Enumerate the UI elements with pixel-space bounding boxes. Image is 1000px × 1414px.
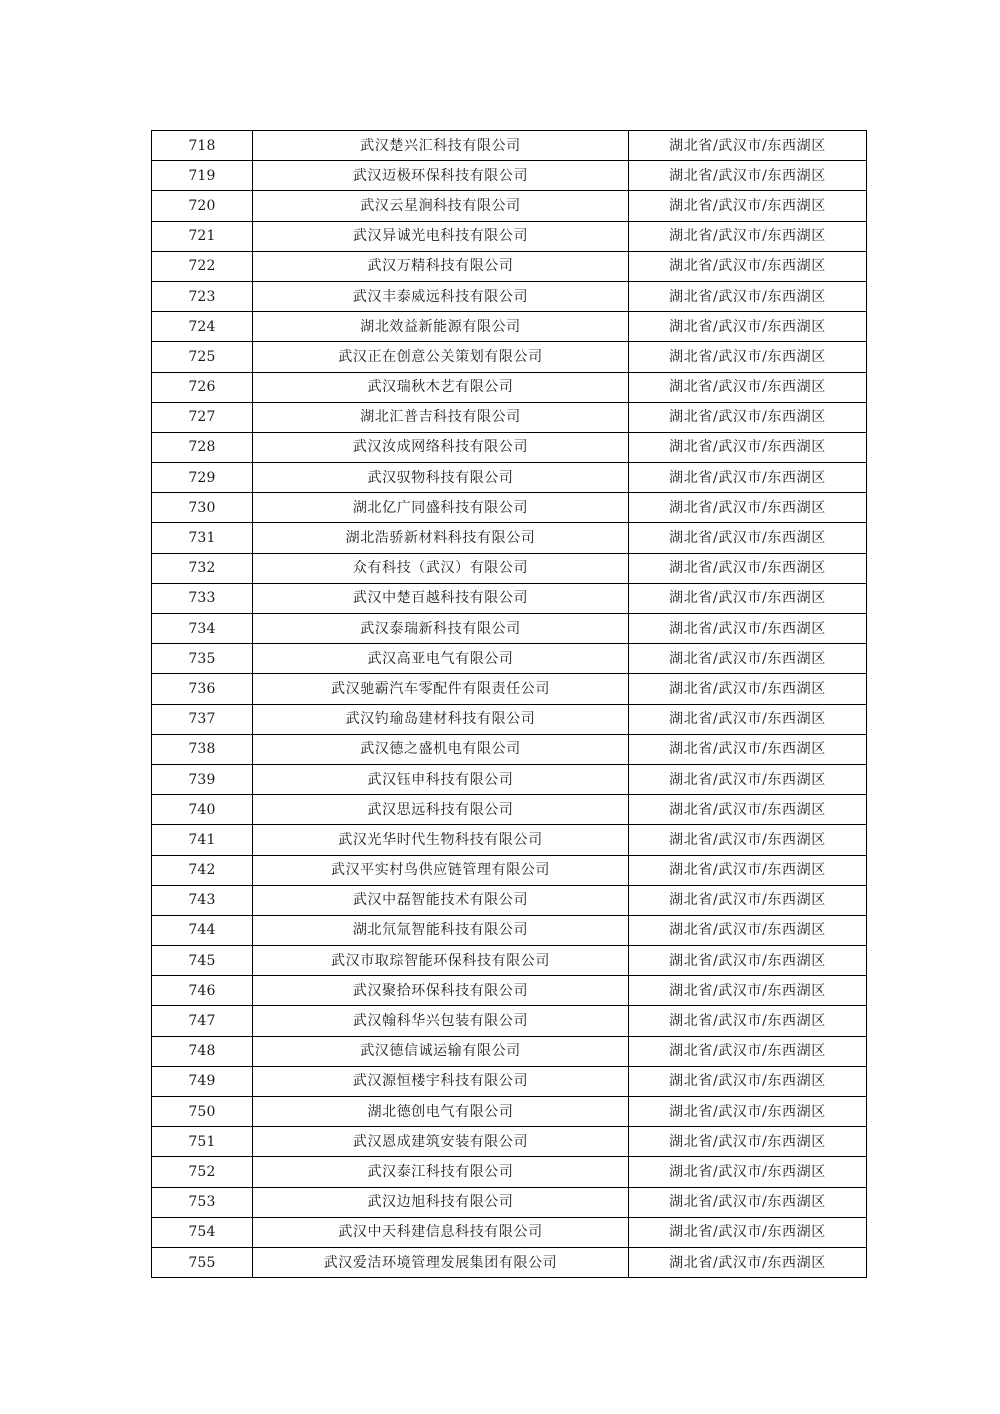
table-row [152, 704, 867, 734]
row-number-cell: 754 [152, 1217, 253, 1247]
row-number-cell: 727 [152, 402, 253, 432]
row-number-cell: 735 [152, 644, 253, 674]
region-cell: 湖北省/武汉市/东西湖区 [629, 885, 867, 915]
row-number-cell: 722 [152, 251, 253, 281]
table-row [152, 1247, 867, 1277]
region-cell: 湖北省/武汉市/东西湖区 [629, 1157, 867, 1187]
company-name-cell: 武汉思远科技有限公司 [253, 795, 629, 825]
company-name-cell: 武汉德之盛机电有限公司 [253, 734, 629, 764]
company-name-cell: 武汉德信诚运输有限公司 [253, 1036, 629, 1066]
table-row [152, 1097, 867, 1127]
company-name-cell: 武汉爱洁环境管理发展集团有限公司 [253, 1247, 629, 1277]
company-name-cell: 武汉驭物科技有限公司 [253, 463, 629, 493]
table-row [152, 251, 867, 281]
region-cell: 湖北省/武汉市/东西湖区 [629, 1217, 867, 1247]
region-cell: 湖北省/武汉市/东西湖区 [629, 191, 867, 221]
row-number-cell: 732 [152, 553, 253, 583]
region-cell: 湖北省/武汉市/东西湖区 [629, 251, 867, 281]
region-cell: 湖北省/武汉市/东西湖区 [629, 1187, 867, 1217]
table-row [152, 1157, 867, 1187]
company-name-cell: 武汉光华时代生物科技有限公司 [253, 825, 629, 855]
company-name-cell: 湖北德创电气有限公司 [253, 1097, 629, 1127]
region-cell: 湖北省/武汉市/东西湖区 [629, 583, 867, 613]
company-name-cell: 武汉恩成建筑安装有限公司 [253, 1127, 629, 1157]
region-cell: 湖北省/武汉市/东西湖区 [629, 1066, 867, 1096]
table-row [152, 432, 867, 462]
company-name-cell: 武汉丰泰威远科技有限公司 [253, 281, 629, 311]
region-cell: 湖北省/武汉市/东西湖区 [629, 976, 867, 1006]
region-cell: 湖北省/武汉市/东西湖区 [629, 674, 867, 704]
region-cell: 湖北省/武汉市/东西湖区 [629, 795, 867, 825]
table-row [152, 221, 867, 251]
region-cell: 湖北省/武汉市/东西湖区 [629, 523, 867, 553]
region-cell: 湖北省/武汉市/东西湖区 [629, 1097, 867, 1127]
table-row [152, 674, 867, 704]
table-row [152, 644, 867, 674]
row-number-cell: 740 [152, 795, 253, 825]
row-number-cell: 742 [152, 855, 253, 885]
company-name-cell: 武汉迈极环保科技有限公司 [253, 161, 629, 191]
table-row [152, 1187, 867, 1217]
table-row [152, 1036, 867, 1066]
company-name-cell: 湖北氘氚智能科技有限公司 [253, 915, 629, 945]
company-name-cell: 湖北效益新能源有限公司 [253, 312, 629, 342]
company-name-cell: 武汉汝成网络科技有限公司 [253, 432, 629, 462]
row-number-cell: 730 [152, 493, 253, 523]
row-number-cell: 752 [152, 1157, 253, 1187]
region-cell: 湖北省/武汉市/东西湖区 [629, 342, 867, 372]
company-name-cell: 武汉钰申科技有限公司 [253, 764, 629, 794]
company-name-cell: 武汉中楚百越科技有限公司 [253, 583, 629, 613]
company-table-body [152, 131, 867, 1278]
region-cell: 湖北省/武汉市/东西湖区 [629, 131, 867, 161]
row-number-cell: 720 [152, 191, 253, 221]
table-row [152, 976, 867, 1006]
region-cell: 湖北省/武汉市/东西湖区 [629, 614, 867, 644]
table-row [152, 463, 867, 493]
company-name-cell: 武汉楚兴汇科技有限公司 [253, 131, 629, 161]
table-row [152, 553, 867, 583]
row-number-cell: 746 [152, 976, 253, 1006]
row-number-cell: 750 [152, 1097, 253, 1127]
table-row [152, 614, 867, 644]
company-name-cell: 武汉翰科华兴包装有限公司 [253, 1006, 629, 1036]
company-name-cell: 武汉异诚光电科技有限公司 [253, 221, 629, 251]
region-cell: 湖北省/武汉市/东西湖区 [629, 855, 867, 885]
row-number-cell: 749 [152, 1066, 253, 1096]
company-name-cell: 湖北汇普吉科技有限公司 [253, 402, 629, 432]
table-row [152, 402, 867, 432]
region-cell: 湖北省/武汉市/东西湖区 [629, 704, 867, 734]
region-cell: 湖北省/武汉市/东西湖区 [629, 432, 867, 462]
row-number-cell: 733 [152, 583, 253, 613]
row-number-cell: 719 [152, 161, 253, 191]
region-cell: 湖北省/武汉市/东西湖区 [629, 734, 867, 764]
region-cell: 湖北省/武汉市/东西湖区 [629, 825, 867, 855]
table-row [152, 915, 867, 945]
company-name-cell: 众有科技（武汉）有限公司 [253, 553, 629, 583]
table-row [152, 795, 867, 825]
company-name-cell: 武汉边旭科技有限公司 [253, 1187, 629, 1217]
row-number-cell: 753 [152, 1187, 253, 1217]
row-number-cell: 731 [152, 523, 253, 553]
row-number-cell: 723 [152, 281, 253, 311]
table-row [152, 734, 867, 764]
region-cell: 湖北省/武汉市/东西湖区 [629, 644, 867, 674]
table-row [152, 1127, 867, 1157]
table-row [152, 342, 867, 372]
row-number-cell: 741 [152, 825, 253, 855]
region-cell: 湖北省/武汉市/东西湖区 [629, 312, 867, 342]
region-cell: 湖北省/武汉市/东西湖区 [629, 463, 867, 493]
region-cell: 湖北省/武汉市/东西湖区 [629, 161, 867, 191]
row-number-cell: 737 [152, 704, 253, 734]
company-name-cell: 湖北亿广同盛科技有限公司 [253, 493, 629, 523]
company-name-cell: 武汉瑞秋木艺有限公司 [253, 372, 629, 402]
table-row [152, 191, 867, 221]
region-cell: 湖北省/武汉市/东西湖区 [629, 1006, 867, 1036]
row-number-cell: 751 [152, 1127, 253, 1157]
table-row [152, 885, 867, 915]
company-name-cell: 武汉聚拾环保科技有限公司 [253, 976, 629, 1006]
row-number-cell: 743 [152, 885, 253, 915]
company-name-cell: 湖北浩骄新材料科技有限公司 [253, 523, 629, 553]
table-row [152, 855, 867, 885]
row-number-cell: 729 [152, 463, 253, 493]
table-row [152, 131, 867, 161]
region-cell: 湖北省/武汉市/东西湖区 [629, 764, 867, 794]
row-number-cell: 739 [152, 764, 253, 794]
region-cell: 湖北省/武汉市/东西湖区 [629, 221, 867, 251]
table-row [152, 1006, 867, 1036]
region-cell: 湖北省/武汉市/东西湖区 [629, 1127, 867, 1157]
region-cell: 湖北省/武汉市/东西湖区 [629, 372, 867, 402]
row-number-cell: 745 [152, 946, 253, 976]
row-number-cell: 748 [152, 1036, 253, 1066]
company-name-cell: 武汉中天科建信息科技有限公司 [253, 1217, 629, 1247]
region-cell: 湖北省/武汉市/东西湖区 [629, 915, 867, 945]
row-number-cell: 755 [152, 1247, 253, 1277]
company-name-cell: 武汉正在创意公关策划有限公司 [253, 342, 629, 372]
table-row [152, 372, 867, 402]
table-row [152, 764, 867, 794]
company-name-cell: 武汉中磊智能技术有限公司 [253, 885, 629, 915]
table-row [152, 825, 867, 855]
row-number-cell: 725 [152, 342, 253, 372]
company-name-cell: 武汉高亚电气有限公司 [253, 644, 629, 674]
row-number-cell: 718 [152, 131, 253, 161]
row-number-cell: 734 [152, 614, 253, 644]
table-row [152, 583, 867, 613]
region-cell: 湖北省/武汉市/东西湖区 [629, 1036, 867, 1066]
row-number-cell: 738 [152, 734, 253, 764]
table-row [152, 1217, 867, 1247]
table-row [152, 1066, 867, 1096]
region-cell: 湖北省/武汉市/东西湖区 [629, 493, 867, 523]
row-number-cell: 728 [152, 432, 253, 462]
company-name-cell: 武汉平实村鸟供应链管理有限公司 [253, 855, 629, 885]
row-number-cell: 747 [152, 1006, 253, 1036]
company-name-cell: 武汉驰霸汽车零配件有限责任公司 [253, 674, 629, 704]
row-number-cell: 721 [152, 221, 253, 251]
region-cell: 湖北省/武汉市/东西湖区 [629, 946, 867, 976]
region-cell: 湖北省/武汉市/东西湖区 [629, 281, 867, 311]
table-row [152, 946, 867, 976]
region-cell: 湖北省/武汉市/东西湖区 [629, 553, 867, 583]
company-name-cell: 武汉万精科技有限公司 [253, 251, 629, 281]
company-name-cell: 武汉泰江科技有限公司 [253, 1157, 629, 1187]
region-cell: 湖北省/武汉市/东西湖区 [629, 1247, 867, 1277]
row-number-cell: 726 [152, 372, 253, 402]
table-row [152, 312, 867, 342]
row-number-cell: 744 [152, 915, 253, 945]
table-row [152, 523, 867, 553]
table-row [152, 493, 867, 523]
company-name-cell: 武汉市取琮智能环保科技有限公司 [253, 946, 629, 976]
company-name-cell: 武汉源恒楼宇科技有限公司 [253, 1066, 629, 1096]
company-name-cell: 武汉钓瑜岛建材科技有限公司 [253, 704, 629, 734]
company-table [151, 130, 867, 1278]
company-name-cell: 武汉云星涧科技有限公司 [253, 191, 629, 221]
table-row [152, 281, 867, 311]
table-row [152, 161, 867, 191]
row-number-cell: 736 [152, 674, 253, 704]
row-number-cell: 724 [152, 312, 253, 342]
region-cell: 湖北省/武汉市/东西湖区 [629, 402, 867, 432]
company-name-cell: 武汉泰瑞新科技有限公司 [253, 614, 629, 644]
